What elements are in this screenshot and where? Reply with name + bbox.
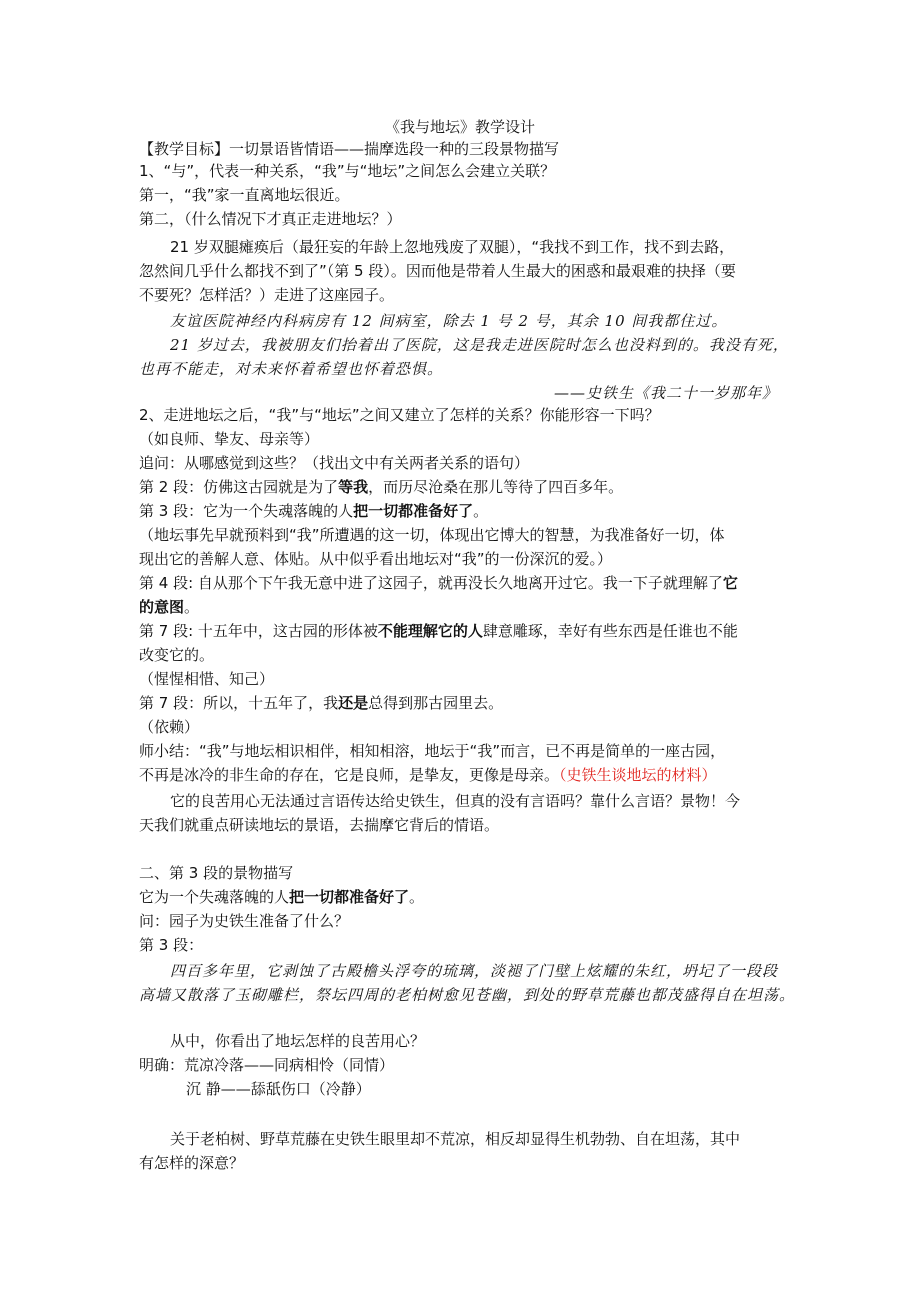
- clarify-line-1: 明确：荒凉冷落——同病相怜（同情）: [139, 1056, 395, 1074]
- section-3-note-line-1: （地坛事先早就预料到“我”所遭遇的这一切，体现出它博大的智慧，为我准备好一切，体: [139, 526, 725, 544]
- section-2-key-line: 它为一个失魂落魄的人把一切都准备好了。: [139, 888, 425, 906]
- section-2-quote: 第 2 段：仿佛这古园就是为了等我，而历尽沧桑在那儿等待了四百多年。: [139, 478, 624, 496]
- para-3-label: 第 3 段：: [139, 936, 204, 954]
- quote-line-2: 21 岁过去，我被朋友们抬着出了医院，这是我走进医院时怎么也没料到的。我没有死，: [170, 336, 789, 354]
- para-3-line-2: 高墙又散落了玉砌雕栏，祭坛四周的老柏树愈见苍幽，到处的野草荒藤也都茂盛得自在坦荡。: [139, 986, 796, 1004]
- doc-title: 《我与地坛》教学设计: [384, 118, 535, 136]
- para-21-line-3: 不要死？怎样活？）走进了这座园子。: [139, 286, 395, 304]
- followup-question: 追问：从哪感觉到这些？（找出文中有关两者关系的语句）: [139, 454, 530, 472]
- question-1: 1、“与”，代表一种关系，“我”与“地坛”之间怎么会建立关联？: [139, 162, 556, 180]
- question-2: 2、走进地坛之后，“我”与“地坛”之间又建立了怎样的关系？你能形容一下吗？: [139, 406, 660, 424]
- insight-question: 从中，你看出了地坛怎样的良苦用心？: [170, 1032, 426, 1050]
- final-question-line-1: 关于老柏树、野草荒藤在史铁生眼里却不荒凉，相反却显得生机勃勃、自在坦荡，其中: [170, 1130, 741, 1148]
- question-2-hint: （如良师、挚友、母亲等）: [139, 430, 320, 448]
- quote-line-1: 友谊医院神经内科病房有 12 间病室，除去 1 号 2 号，其余 10 间我都住过。: [170, 312, 728, 330]
- goal-label: 【教学目标】: [139, 140, 230, 158]
- quote-source: ——史铁生《我二十一岁那年》: [553, 384, 778, 402]
- clarify-line-2: 沉 静——舔舐伤口（冷静）: [186, 1080, 371, 1098]
- teaching-goal: [139, 138, 789, 160]
- section-7a-quote-line-1: 第 7 段: 十五年中，这古园的形体被不能理解它的人肆意雕琢，幸好有些东西是任谁也不能: [139, 622, 738, 640]
- summary-line-2: 不再是冰冷的非生命的存在，它是良师，是挚友，更像是母亲。（史铁生谈地坛的材料）: [139, 766, 717, 784]
- ask-line: 问：园子为史铁生准备了什么？: [139, 912, 350, 930]
- section-7a-note: （惺惺相惜、知己）: [139, 670, 275, 688]
- section-2-title: 二、第 3 段的景物描写: [139, 864, 294, 882]
- final-question-line-2: 有怎样的深意？: [139, 1154, 245, 1172]
- point-first: 第一，“我”家一直离地坛很近。: [139, 186, 350, 204]
- section-7b-quote: 第 7 段：所以，十五年了，我还是总得到那古园里去。: [139, 694, 504, 712]
- transition-line-2: 天我们就重点研读地坛的景语，去揣摩它背后的情语。: [139, 816, 500, 834]
- para-3-line-1: 四百多年里，它剥蚀了古殿檐头浮夸的琉璃，淡褪了门壁上炫耀的朱红，坍圮了一段段: [170, 962, 779, 980]
- section-7a-quote-line-2: 改变它的。: [139, 646, 215, 664]
- summary-red-note: （史铁生谈地坛的材料）: [559, 766, 717, 784]
- section-3-quote: 第 3 段：它为一个失魂落魄的人把一切都准备好了。: [139, 502, 489, 520]
- para-21-line-2: 忽然间几乎什么都找不到了”（第 5 段）。因而他是带着人生最大的困惑和最艰难的抉择（要: [139, 262, 736, 280]
- section-7b-note: （依赖）: [139, 718, 200, 736]
- point-second: 第二，（什么情况下才真正走进地坛？）: [139, 210, 402, 228]
- para-21-line-1: 21 岁双腿瘫痪后（最狂妄的年龄上忽地残废了双腿），“我找不到工作，找不到去路，: [170, 238, 735, 256]
- summary-line-1: 师小结：“我”与地坛相识相伴，相知相溶，地坛于“我”而言，已不再是简单的一座古园，: [139, 742, 726, 760]
- section-4-quote-line-1: 第 4 段: 自从那个下午我无意中进了这园子，就再没长久地离开过它。我一下子就理解了它: [139, 574, 738, 592]
- section-3-note-line-2: 现出它的善解人意、体贴。从中似乎看出地坛对“我”的一份深沉的爱。）: [139, 550, 613, 568]
- goal-text: 一切景语皆情语——揣摩选段一种的三段景物描写: [229, 140, 560, 158]
- section-4-quote-line-2: 的意图。: [139, 598, 200, 616]
- quote-line-3: 也再不能走，对未来怀着希望也怀着恐惧。: [139, 360, 444, 378]
- transition-line-1: 它的良苦用心无法通过言语传达给史铁生，但真的没有言语吗？靠什么言语？景物！今: [170, 792, 741, 810]
